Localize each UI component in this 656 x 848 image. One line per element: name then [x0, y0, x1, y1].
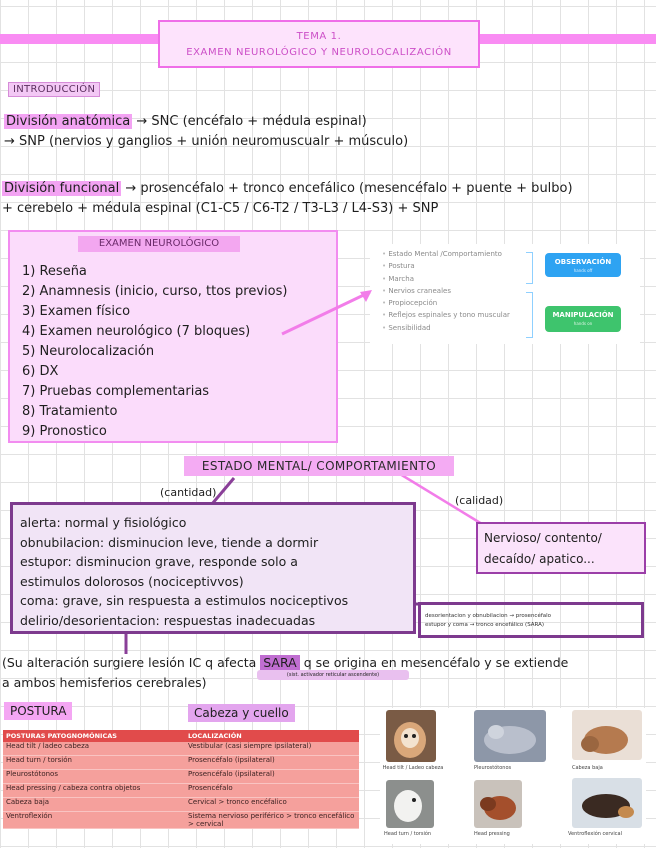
table-header-row	[3, 730, 359, 742]
exam-item: 6) DX	[22, 364, 59, 379]
estado-line: delirio/desorientacion: respuestas inadecuadas	[20, 612, 316, 628]
title-line-1: TEMA 1.	[296, 31, 342, 42]
table-cell: Head pressing / cabeza contra objetos	[3, 784, 185, 798]
ventroflexion-photo	[572, 778, 642, 828]
intro-label: INTRODUCCIÓN	[8, 82, 100, 97]
anatomica-line-2: → SNP (nervios y ganglios + unión neuromuscualr + músculo)	[4, 134, 409, 149]
table-cell: Head turn / torsión	[3, 756, 185, 770]
table-row	[3, 742, 359, 756]
anatomica-term: División anatómica	[6, 114, 131, 129]
cabeza-baja-photo	[572, 710, 642, 760]
anatomica-text-1: → SNC (encéfalo + médula espinal)	[136, 114, 367, 129]
exam-item: 4) Examen neurológico (7 bloques)	[22, 324, 251, 339]
estado-cantidad-list	[20, 513, 348, 631]
table-cell: Head tilt / ladeo cabeza	[3, 742, 185, 756]
block-item: • Marcha	[382, 273, 510, 285]
estado-line: estupor: disminucion grave, responde solo a	[20, 554, 298, 570]
note-line-1: desorientacion y obnubilacion → prosencéfalo	[425, 613, 552, 619]
block-item: • Reflejos espinales y tono muscular	[382, 309, 510, 321]
exam-item: 2) Anamnesis (inicio, curso, ttos previos)	[22, 284, 288, 299]
note-line-2: estupor y coma → tronco encefálico (SARA)	[425, 622, 545, 628]
calidad-box: Nervioso/ contento/ decaído/ apatico...	[476, 522, 646, 574]
estado-mental-title: ESTADO MENTAL/ COMPORTAMIENTO	[184, 456, 454, 476]
block-item: • Postura	[382, 260, 510, 272]
cantidad-label: (cantidad)	[160, 486, 217, 499]
posturas-table	[3, 730, 359, 829]
estado-line: alerta: normal y fisiológico	[20, 515, 187, 530]
cabeza-cuello-label: Cabeza y cuello	[188, 704, 295, 722]
exam-item: 1) Reseña	[22, 264, 87, 279]
photo-caption: Head pressing	[474, 831, 510, 837]
postura-label: POSTURA	[4, 702, 72, 720]
exam-item: 8) Tratamiento	[22, 404, 118, 419]
table-cell: Cervical > tronco encéfalico	[185, 798, 359, 812]
sara-highlight: SARA	[260, 655, 299, 670]
block-item: • Nervios craneales	[382, 285, 510, 297]
sara-line-1	[2, 655, 568, 670]
head-tilt-photo	[386, 710, 436, 762]
sara-definition: (sist. activador reticular ascendente)	[257, 670, 409, 680]
block-item: • Propiocepción	[382, 297, 510, 309]
sara-text-before: (Su alteración surgiere lesión IC q afecta	[2, 655, 257, 670]
funcional-text-1: → prosencéfalo + tronco encefálico (mesencéfalo + puente + bulbo)	[125, 181, 573, 196]
sara-text-after: q se origina en mesencéfalo y se extiende	[303, 655, 569, 670]
table-cell: Cabeza baja	[3, 798, 185, 812]
head-turn-photo	[386, 780, 434, 828]
funcional-line-2: + cerebelo + médula espinal (C1-C5 / C6-T2 / T3-L3 / L4-S3) + SNP	[2, 201, 439, 216]
funcional-term: División funcional	[4, 181, 120, 196]
photo-caption: Cabeza baja	[572, 765, 603, 771]
photo-caption: Head tilt / Ladeo cabeza	[382, 765, 444, 771]
exam-title: EXAMEN NEUROLÓGICO	[78, 236, 240, 252]
exam-item: 9) Pronostico	[22, 424, 107, 439]
table-cell: Prosencéfalo (ipsilateral)	[185, 756, 359, 770]
manipulacion-label: MANIPULACIÓN	[552, 311, 614, 319]
table-cell: Prosencéfalo (ipsilateral)	[185, 770, 359, 784]
table-cell: Pleurostótonos	[3, 770, 185, 784]
title-line-2: EXAMEN NEUROLÓGICO Y NEUROLOCALIZACIÓN	[186, 47, 452, 58]
exam-item: 7) Pruebas complementarias	[22, 384, 210, 399]
estado-line: estimulos dolorosos (nociceptivvos)	[20, 573, 244, 589]
exam-item: 3) Examen físico	[22, 304, 131, 319]
table-row	[3, 770, 359, 784]
table-row	[3, 756, 359, 770]
calidad-label: (calidad)	[455, 494, 504, 507]
table-row	[3, 812, 359, 829]
table-cell: Sistema nervioso periférico > tronco encefálico > cervical	[185, 812, 359, 829]
exam-arrow-line	[282, 292, 370, 334]
pleurostotonos-photo	[474, 710, 546, 762]
observacion-sub: hands off	[573, 268, 593, 273]
table-cell: Ventroflexión	[3, 812, 185, 829]
head-pressing-photo	[474, 780, 522, 828]
estado-line: coma: grave, sin respuesta a estimulos nociceptivos	[20, 593, 349, 609]
block-item: • Estado Mental /Comportamiento	[382, 248, 510, 260]
table-row	[3, 784, 359, 798]
block-item: • Sensibilidad	[382, 322, 510, 334]
table-cell: Prosencéfalo	[185, 784, 359, 798]
observacion-label: OBSERVACIÓN	[554, 258, 612, 266]
exam-item: 5) Neurolocalización	[22, 344, 155, 359]
sara-line-2: a ambos hemisferios cerebrales)	[2, 675, 207, 690]
localizacion-note	[418, 602, 644, 638]
photo-caption: Ventroflexión cervical	[568, 831, 622, 837]
table-header: LOCALIZACIÓN	[185, 730, 359, 742]
table-header: POSTURAS PATOGNOMÓNICAS	[3, 730, 185, 742]
table-row	[3, 798, 359, 812]
photo-caption: Head turn / torsión	[384, 831, 432, 837]
estado-line: obnubilacion: disminucion leve, tiende a dormir	[20, 534, 319, 550]
photo-caption: Pleurostótonos	[474, 765, 512, 771]
table-cell: Vestibular (casi siempre ipsilateral)	[185, 742, 359, 756]
manipulacion-sub: hands on	[573, 321, 593, 326]
